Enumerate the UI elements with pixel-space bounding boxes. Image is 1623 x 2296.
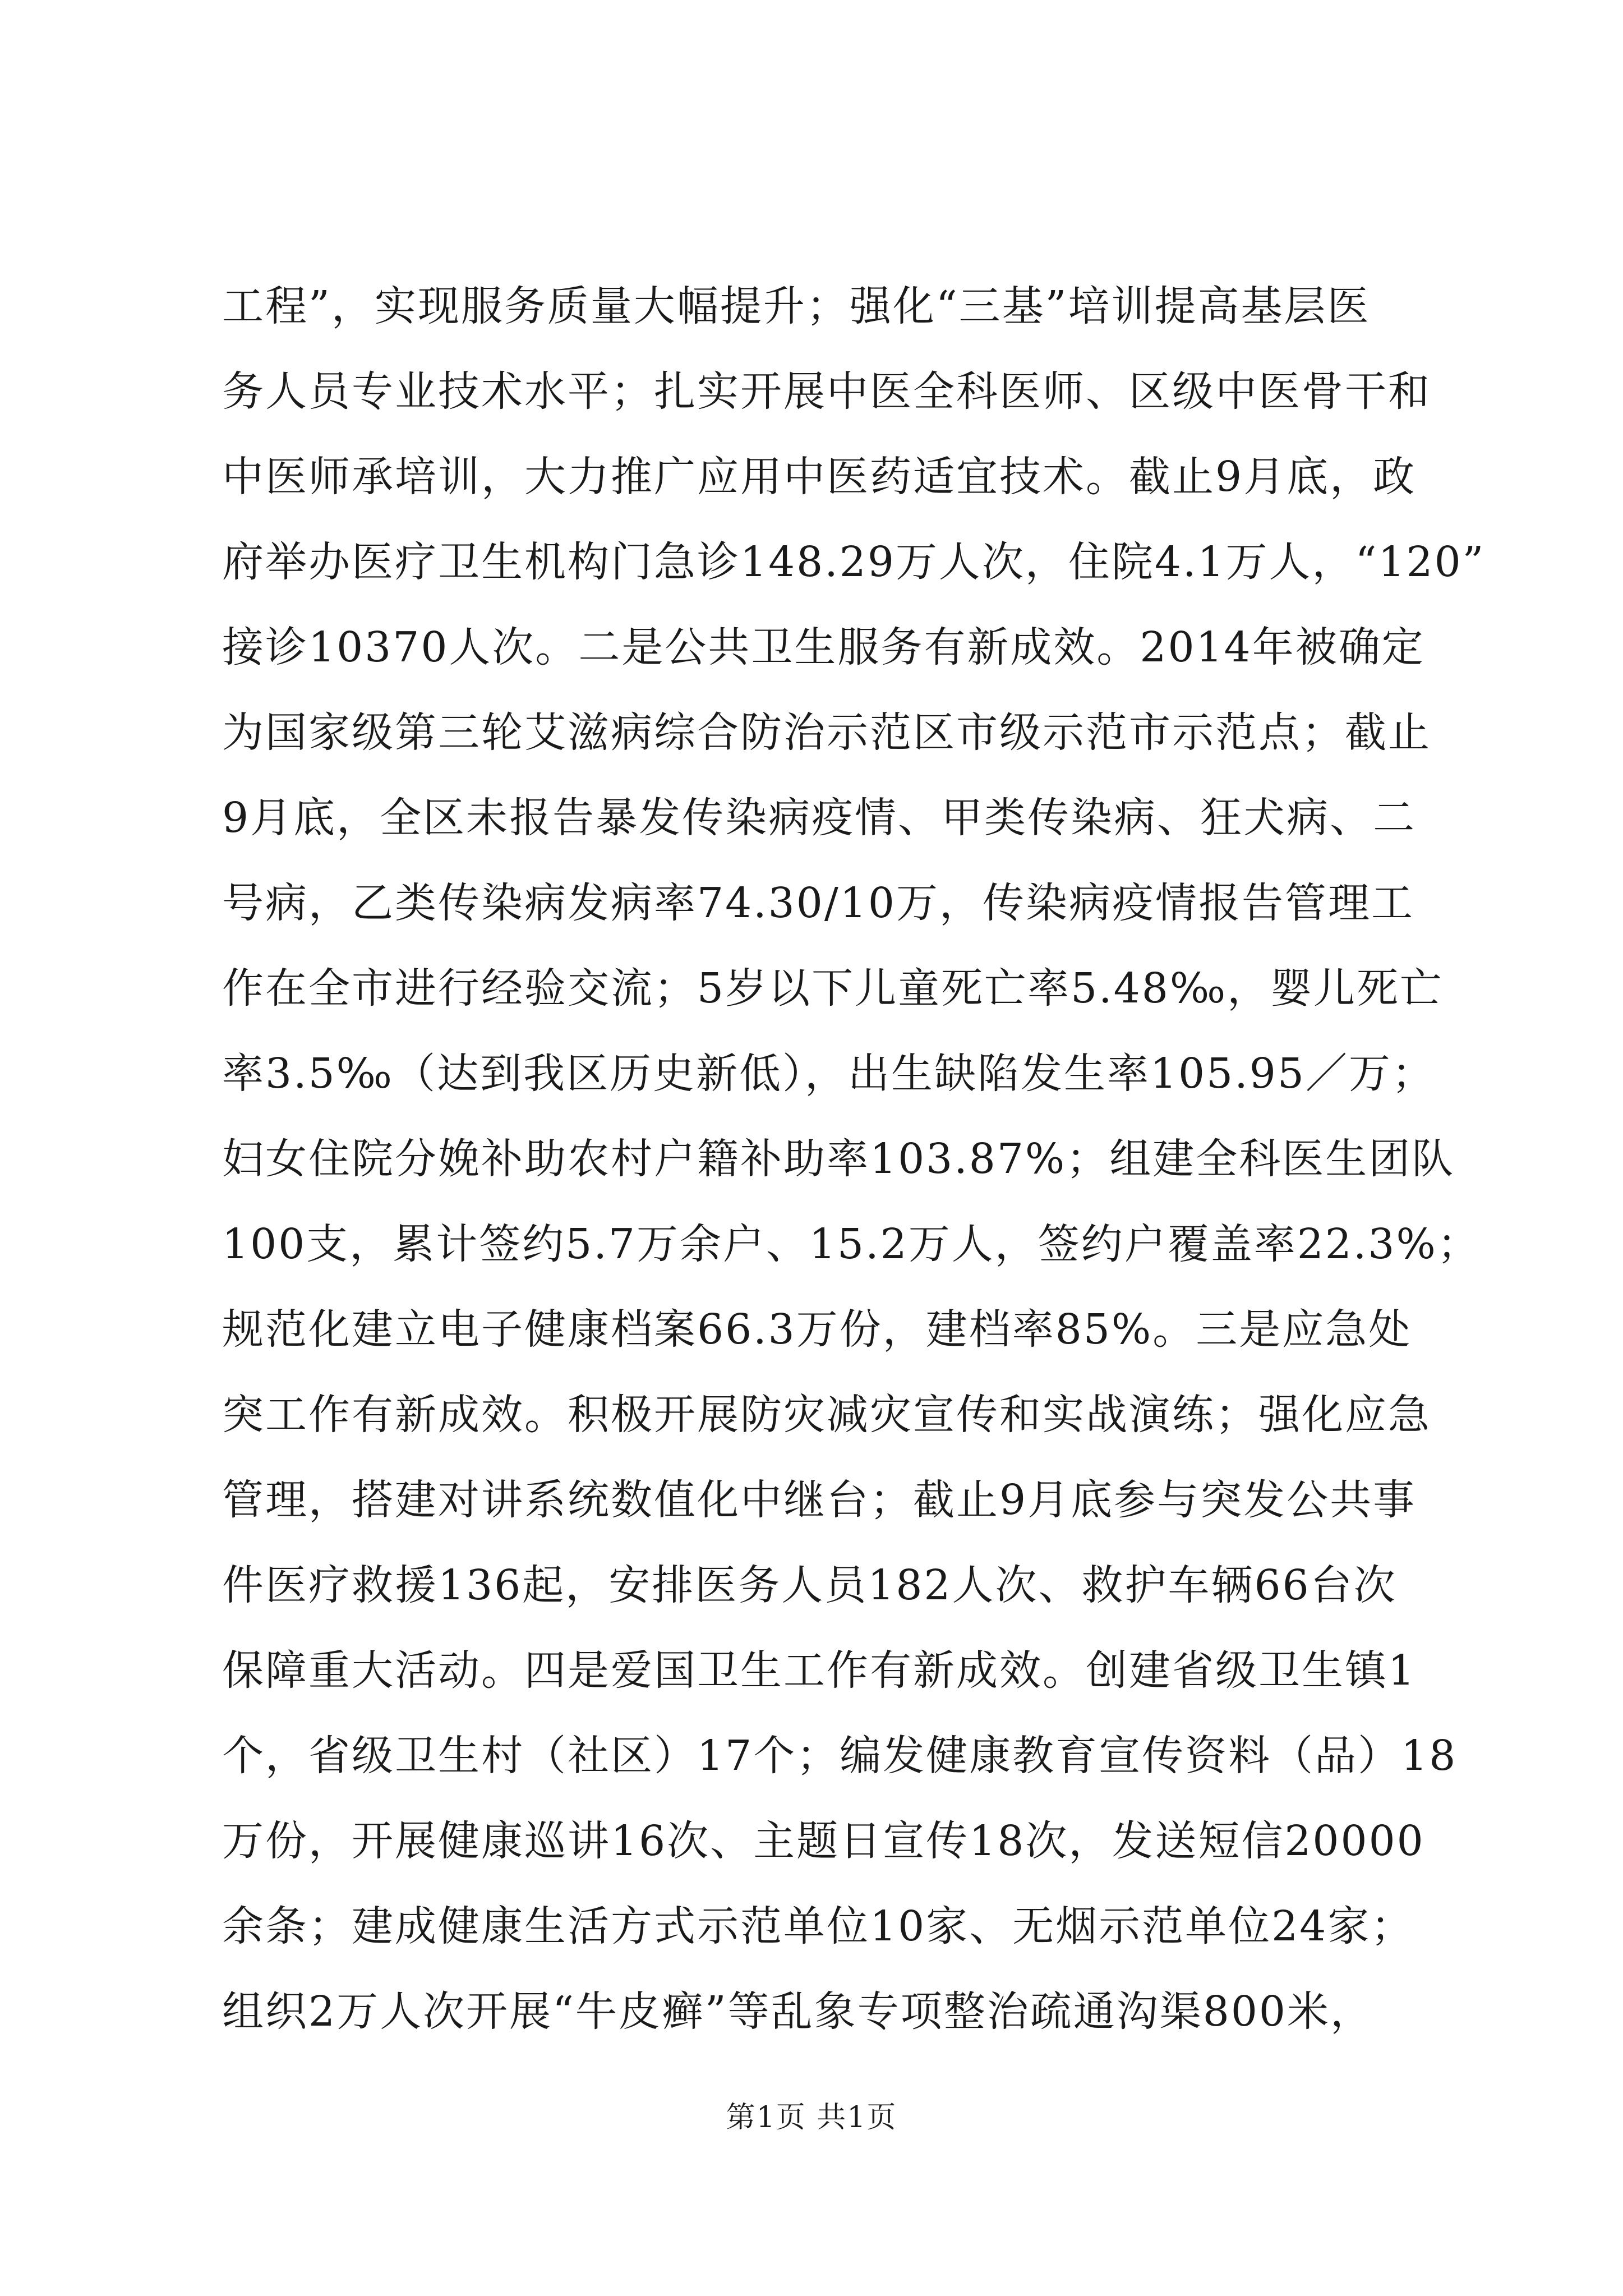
text-line-15: 管理，搭建对讲系统数值化中继台；截止9月底参与突发公共事 bbox=[222, 1476, 1417, 1524]
text-line-6: 为国家级第三轮艾滋病综合防治示范区市级示范市示范点；截止 bbox=[222, 708, 1431, 757]
text-line-3: 中医师承培训，大力推广应用中医药适宜技术。截止9月底，政 bbox=[222, 453, 1417, 501]
text-line-4: 府举办医疗卫生机构门急诊148.29万人次，住院4.1万人，“120” bbox=[222, 538, 1486, 586]
text-line-8: 号病，乙类传染病发病率74.30/10万，传染病疫情报告管理工 bbox=[222, 879, 1414, 927]
text-line-12: 100支，累计签约5.7万余户、15.2万人，签约户覆盖率22.3%； bbox=[222, 1220, 1481, 1268]
text-line-18: 个，省级卫生村（社区）17个；编发健康教育宣传资料（品）18 bbox=[222, 1732, 1458, 1780]
text-line-20: 余条；建成健康生活方式示范单位10家、无烟示范单位24家； bbox=[222, 1902, 1414, 1950]
page-number-label: 第1页 共1页 bbox=[726, 2101, 897, 2134]
text-line-5: 接诊10370人次。二是公共卫生服务有新成效。2014年被确定 bbox=[222, 623, 1425, 671]
body-paragraph bbox=[222, 264, 1490, 2054]
text-line-2: 务人员专业技术水平；扎实开展中医全科医师、区级中医骨干和 bbox=[222, 367, 1431, 416]
text-line-1: 工程”，实现服务质量大幅提升；强化“三基”培训提高基层医 bbox=[222, 282, 1371, 330]
text-line-19: 万份，开展健康巡讲16次、主题日宣传18次，发送短信20000 bbox=[222, 1817, 1425, 1865]
text-line-21: 组织2万人次开展“牛皮癣”等乱象专项整治疏通沟渠800米， bbox=[222, 1987, 1373, 2036]
text-line-13: 规范化建立电子健康档案66.3万份，建档率85%。三是应急处 bbox=[222, 1305, 1412, 1354]
text-line-11: 妇女住院分娩补助农村户籍补助率103.87%；组建全科医生团队 bbox=[222, 1135, 1455, 1183]
text-line-17: 保障重大活动。四是爱国卫生工作有新成效。创建省级卫生镇1 bbox=[222, 1646, 1417, 1695]
text-line-10: 率3.5‰（达到我区历史新低），出生缺陷发生率105.95／万； bbox=[222, 1050, 1435, 1098]
text-line-16: 件医疗救援136起，安排医务人员182人次、救护车辆66台次 bbox=[222, 1561, 1397, 1609]
page-footer bbox=[0, 2098, 1623, 2137]
text-line-9: 作在全市进行经验交流；5岁以下儿童死亡率5.48‰，婴儿死亡 bbox=[222, 964, 1444, 1013]
text-line-14: 突工作有新成效。积极开展防灾减灾宣传和实战演练；强化应急 bbox=[222, 1391, 1431, 1439]
text-line-7: 9月底，全区未报告暴发传染病疫情、甲类传染病、狂犬病、二 bbox=[222, 794, 1417, 842]
